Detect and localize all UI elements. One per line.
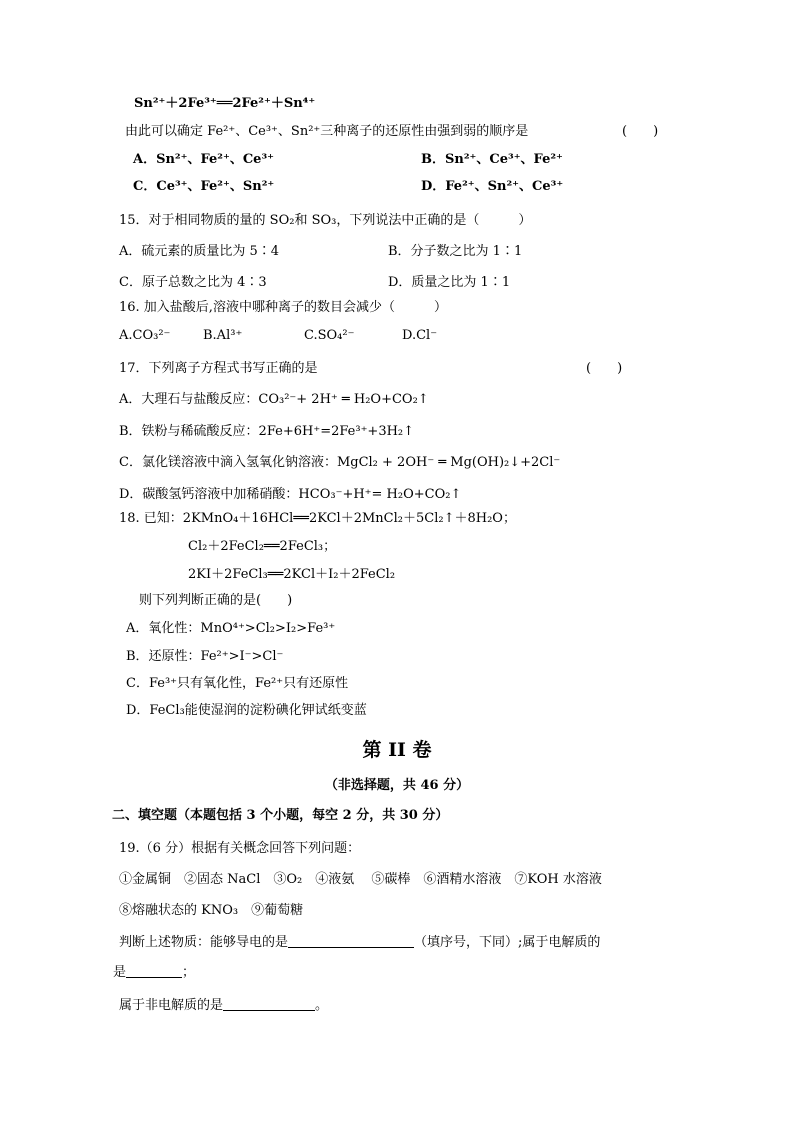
q19-nonelectrolyte-line (119, 996, 328, 1015)
q18-option-c: C．Fe³⁺只有氧化性，Fe²⁺只有还原性 (126, 676, 349, 691)
q19-judge-hint: （填序号，下同）;属于电解质的 (414, 935, 601, 950)
conductive-answer-blank[interactable] (288, 933, 414, 948)
q18-stem: 则下列判断正确的是( ) (139, 593, 293, 608)
q14-option-d: D．Fe²⁺、Sn²⁺、Ce³⁺ (421, 179, 564, 194)
q17-option-b: B．铁粉与稀硫酸反应：2Fe+6H⁺=2Fe³⁺+3H₂↑ (119, 424, 415, 439)
part2-subtitle: （非选择题，共 46 分） (324, 778, 470, 793)
q14-stem: 由此可以确定 Fe²⁺、Ce³⁺、Sn²⁺三种离子的还原性由强到弱的顺序是 (125, 124, 529, 139)
q17-answer-paren: ( ) (586, 361, 623, 376)
q16-option-c: C.SO₄²⁻ (304, 328, 355, 343)
q15-option-d: D．质量之比为 1∶1 (388, 275, 511, 290)
q18-equation-2: Cl₂＋2FeCl₂══2FeCl₃； (188, 539, 337, 554)
q16-option-a: A.CO₃²⁻ (119, 328, 171, 343)
q17-stem: 17．下列离子方程式书写正确的是 (119, 361, 318, 376)
q19-electrolyte-line (113, 963, 195, 982)
q18-option-a: A．氧化性：MnO⁴⁺>Cl₂>I₂>Fe³⁺ (126, 621, 336, 636)
q15-stem: 15．对于相同物质的量的 SO₂和 SO₃，下列说法中正确的是（ ） (119, 213, 532, 228)
q15-option-b: B．分子数之比为 1∶1 (388, 244, 523, 259)
q17-option-a: A．大理石与盐酸反应：CO₃²⁻+ 2H⁺ ═ H₂O+CO₂↑ (119, 392, 429, 407)
q18-equation-3: 2KI＋2FeCl₃══2KCl＋I₂＋2FeCl₂ (188, 567, 396, 582)
q19-electrolyte-prefix: 是 (113, 965, 127, 980)
electrolyte-answer-blank[interactable] (126, 963, 182, 978)
q14-option-b: B．Sn²⁺、Ce³⁺、Fe²⁺ (421, 152, 563, 167)
q14-equation: Sn²⁺＋2Fe³⁺══2Fe²⁺＋Sn⁴⁺ (134, 96, 316, 111)
q18-option-d: D．FeCl₃能使湿润的淀粉碘化钾试纸变蓝 (126, 703, 367, 718)
q19-judge-line (119, 933, 600, 952)
nonelectrolyte-answer-blank[interactable] (223, 996, 315, 1011)
q14-answer-paren: ( ) (622, 124, 659, 139)
q17-option-d: D．碳酸氢钙溶液中加稀硝酸：HCO₃⁻+H⁺= H₂O+CO₂↑ (119, 487, 462, 502)
q15-option-c: C．原子总数之比为 4∶3 (119, 275, 267, 290)
q19-stem: 19.（6 分）根据有关概念回答下列问题： (119, 841, 361, 856)
q14-option-c: C．Ce³⁺、Fe²⁺、Sn²⁺ (133, 179, 275, 194)
q18-equation-1: 18. 已知：2KMnO₄＋16HCl══2KCl＋2MnCl₂＋5Cl₂↑＋8H₂O； (119, 511, 516, 526)
q18-option-b: B．还原性：Fe²⁺>I⁻>Cl⁻ (126, 649, 284, 664)
q19-judge-prompt: 判断上述物质：能够导电的是 (119, 935, 289, 950)
q19-items-line-2: ⑧熔融状态的 KNO₃ ⑨葡萄糖 (119, 903, 304, 918)
q14-option-a: A．Sn²⁺、Fe²⁺、Ce³⁺ (133, 152, 275, 167)
section-heading: 二、填空题（本题包括 3 个小题，每空 2 分，共 30 分） (112, 808, 449, 823)
part2-title: 第 II 卷 (362, 739, 432, 761)
q19-electrolyte-end: ； (182, 965, 196, 980)
q19-items-line-1: ①金属铜 ②固态 NaCl ③O₂ ④液氨 ⑤碳棒 ⑥酒精水溶液 ⑦KOH 水溶液 (119, 872, 602, 887)
q17-option-c: C．氯化镁溶液中滴入氢氧化钠溶液：MgCl₂ + 2OH⁻ ═ Mg(OH)₂↓+2Cl⁻ (119, 455, 561, 470)
q16-stem: 16. 加入盐酸后,溶液中哪种离子的数目会减少（ ） (119, 300, 447, 315)
q16-option-b: B.Al³⁺ (203, 328, 243, 343)
q19-nonelectrolyte-end: 。 (315, 998, 329, 1013)
q19-nonelectrolyte-prompt: 属于非电解质的是 (119, 998, 224, 1013)
q16-option-d: D.Cl⁻ (402, 328, 438, 343)
q15-option-a: A．硫元素的质量比为 5∶4 (119, 244, 280, 259)
